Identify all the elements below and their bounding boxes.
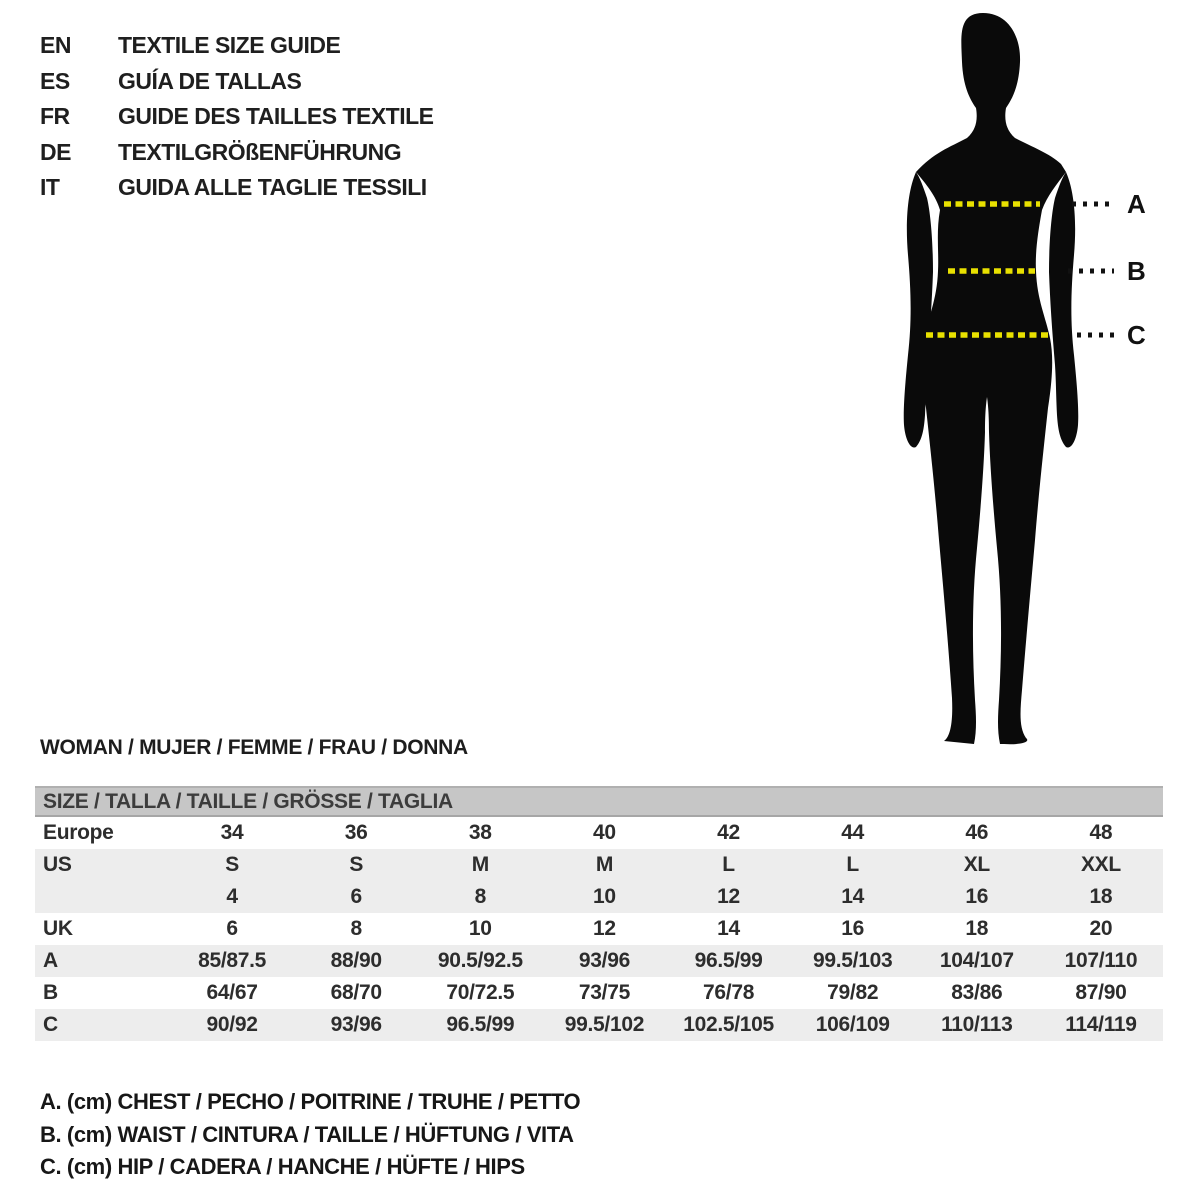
size-cell: 48 [1089,821,1113,844]
language-code: EN [40,32,71,58]
category-label: WOMAN / MUJER / FEMME / FRAU / DONNA [40,736,468,759]
table-row-us [35,849,1163,881]
size-cell: 4 [226,885,238,908]
language-code: DE [40,138,71,165]
size-cell: 12 [593,917,616,940]
size-cell: 10 [593,885,616,908]
table-row-us-numeric [35,881,1163,913]
language-title: TEXTILGRÖßENFÜHRUNG [118,138,402,165]
size-cell: 76/78 [703,981,755,1004]
size-cell: 18 [1089,885,1113,908]
size-cell: 42 [717,821,740,844]
size-cell: 96.5/99 [446,1013,515,1036]
language-code: ES [40,67,70,94]
size-cell: 83/86 [951,981,1003,1004]
measure-label-a: A [1127,189,1146,219]
size-cell: 110/113 [941,1013,1013,1036]
size-cell: 34 [220,821,244,844]
size-cell: 44 [841,821,865,844]
size-cell: 12 [717,885,740,908]
size-cell: 14 [717,917,740,940]
woman-silhouette-icon [895,0,1165,760]
language-row [40,99,434,135]
size-cell: 16 [965,885,989,908]
size-cell: 36 [344,821,368,844]
size-cell: 70/72.5 [446,981,515,1004]
size-cell: 68/70 [330,981,382,1004]
size-cell: 90/92 [206,1013,258,1036]
size-cell: S [225,853,239,876]
table-row-uk [35,913,1163,945]
size-cell: 87/90 [1075,981,1127,1004]
language-code: IT [40,174,60,200]
size-cell: XL [963,853,990,876]
table-row-chest [35,945,1163,977]
size-cell: 79/82 [827,981,879,1004]
language-row [40,170,434,206]
language-row [40,28,434,64]
size-cell: 93/96 [330,1013,382,1036]
size-cell: 99.5/103 [813,949,893,972]
table-row-hip [35,1009,1163,1041]
language-title: TEXTILE SIZE GUIDE [118,32,341,58]
size-cell: L [846,853,859,876]
language-list [40,28,434,206]
size-table [35,786,1163,1041]
measurement-notes [40,1086,580,1184]
note-hip: C. (cm) HIP / CADERA / HANCHE / HÜFTE / HIPS [40,1154,525,1179]
size-cell: M [595,853,614,876]
language-row [40,135,434,171]
row-label [35,881,170,913]
size-cell: L [722,853,735,876]
size-cell: 102.5/105 [683,1013,774,1036]
size-cell: 88/90 [330,949,382,972]
size-cell: 6 [226,917,238,940]
woman-right-arm-shape [1049,172,1078,447]
size-cell: 14 [841,885,865,908]
size-cell: 114/119 [1065,1013,1137,1036]
language-code: FR [40,103,70,129]
table-row-waist [35,977,1163,1009]
size-table-header: SIZE / TALLA / TAILLE / GRÖSSE / TAGLIA [35,786,1163,817]
size-cell: 90.5/92.5 [437,949,523,972]
size-cell: 18 [965,917,989,940]
size-cell: 40 [593,821,616,844]
row-label: C [43,1013,58,1036]
woman-body-shape [916,13,1066,744]
measure-label-b: B [1127,256,1146,286]
language-title: GUIDA ALLE TAGLIE TESSILI [118,174,427,200]
row-label: UK [43,917,73,940]
language-title: GUIDE DES TAILLES TEXTILE [118,103,434,129]
size-cell: 64/67 [206,981,258,1004]
size-cell: 73/75 [578,981,630,1004]
note-waist: B. (cm) WAIST / CINTURA / TAILLE / HÜFTUNG / VITA [40,1121,574,1147]
size-cell: 104/107 [939,949,1014,972]
measure-label-c: C [1127,320,1146,350]
size-cell: 46 [965,821,989,844]
size-cell: 38 [468,821,492,844]
size-cell: 8 [474,885,486,908]
row-label: US [43,853,72,876]
size-cell: S [349,853,364,876]
size-cell: 6 [350,885,362,908]
note-chest: A. (cm) CHEST / PECHO / POITRINE / TRUHE / PETTO [40,1089,581,1114]
size-cell: 8 [350,917,362,940]
row-label: A [43,949,58,972]
size-cell: XXL [1080,853,1121,876]
language-row [40,64,434,100]
language-title: GUÍA DE TALLAS [118,67,302,94]
size-cell: 96.5/99 [694,949,763,972]
table-row-europe [35,817,1163,849]
size-cell: 20 [1089,917,1113,940]
size-cell: 107/110 [1064,949,1138,972]
size-cell: 10 [468,917,492,940]
size-cell: M [471,853,489,876]
row-label: B [43,981,58,1004]
size-cell: 106/109 [815,1013,890,1036]
size-cell: 99.5/102 [564,1013,645,1036]
size-cell: 85/87.5 [198,949,267,972]
row-label: Europe [43,821,114,844]
size-cell: 16 [841,917,865,940]
size-cell: 93/96 [578,949,630,972]
